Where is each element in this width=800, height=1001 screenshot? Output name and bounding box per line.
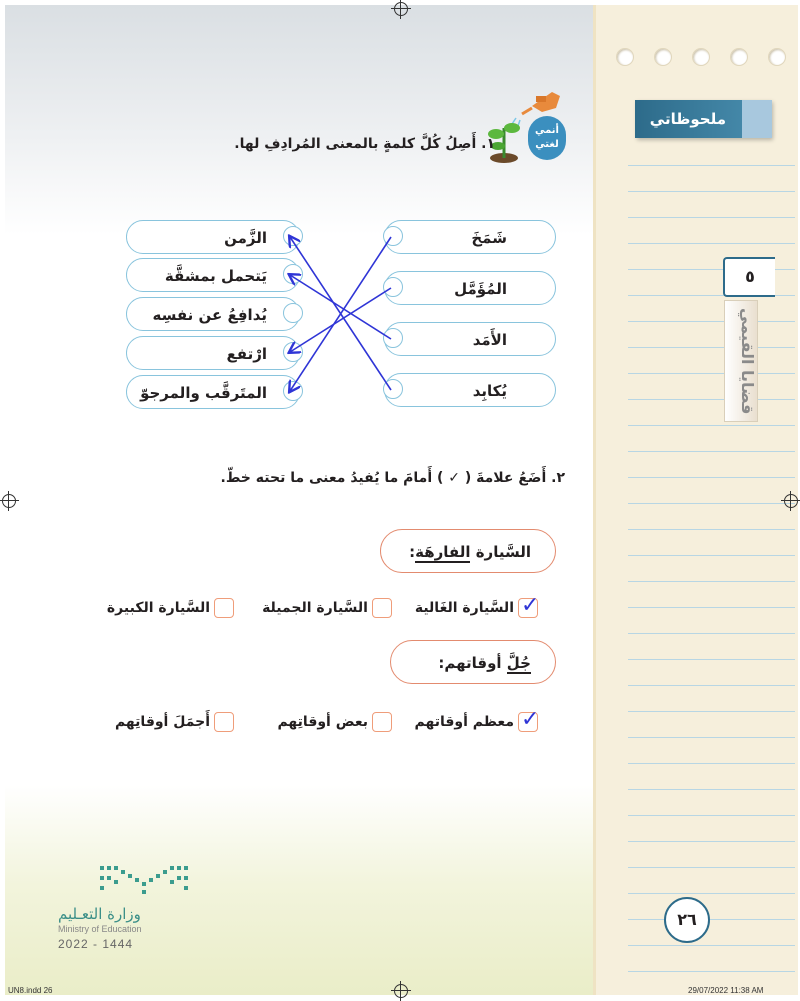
option-label: معظم أوقاتهم (414, 714, 514, 730)
checkbox[interactable] (214, 598, 234, 618)
match-line (290, 275, 391, 339)
check-mark-icon: ✓ (521, 707, 540, 732)
unit-title: قضايا القيمي (724, 300, 758, 422)
phrase-text: السَّيارة (470, 543, 531, 561)
ministry-name-ar: وزارة التعـليم (58, 905, 141, 923)
option-item[interactable] (414, 707, 540, 732)
underlined-word: جُلَّ (506, 654, 531, 672)
option-label: السَّيارة الجميلة (262, 600, 368, 616)
unit-number: ٥ (723, 257, 775, 297)
checkbox[interactable] (214, 712, 234, 732)
meaning-label: يَتحمل بمشقَّة (164, 267, 267, 285)
phrase-box (390, 640, 556, 684)
underlined-word: الفارِهَة (415, 543, 471, 561)
ministry-logo-icon (98, 862, 192, 896)
word-label: شَمَخَ (471, 229, 507, 247)
notes-label: ملحوظاتي (635, 100, 771, 138)
match-line (290, 288, 391, 352)
check-mark-icon: ✓ (521, 593, 540, 618)
ministry-year: 2022 - 1444 (58, 937, 134, 951)
option-label: السَّيارة الغَالية (414, 600, 514, 616)
q2-title: ٢. أَضَعُ علامةَ ( ✓ ) أَمامَ ما يُفيدُ معنى ما تحته خطّ. (220, 470, 565, 486)
ministry-name-en: Ministry of Education (58, 924, 142, 934)
meaning-label: المتَرقَّب والمرجوّ (140, 384, 267, 402)
print-date-label: 29/07/2022 11:38 AM (688, 986, 764, 995)
word-label: الأَمَد (472, 331, 507, 349)
word-label: يُكابِد (472, 382, 507, 400)
option-item[interactable] (107, 598, 234, 618)
option-item[interactable] (262, 598, 392, 618)
checkbox[interactable] (372, 712, 392, 732)
page-number: ٢٦ (664, 897, 710, 943)
checkbox[interactable] (518, 593, 540, 618)
meaning-label: ارْتفع (226, 345, 267, 363)
option-item[interactable] (115, 712, 234, 732)
option-label: أَجمَلَ أوقاتِهم (114, 714, 210, 730)
badge-anmi-lughati: أنمي لغتي (528, 116, 566, 160)
meaning-label: يُدافِعُ عن نفسِه (152, 306, 267, 324)
print-file-label: UN8.indd 26 (8, 986, 53, 995)
phrase-box (380, 529, 556, 573)
meaning-label: الزَّمن (224, 229, 267, 247)
option-label: بعض أوقاتِهم (277, 714, 368, 730)
word-label: المُؤَمَّل (454, 280, 507, 298)
option-item[interactable] (414, 593, 540, 618)
phrase-text: : (409, 543, 416, 561)
phrase-text: أوقاتهم: (438, 654, 507, 672)
checkbox[interactable] (372, 598, 392, 618)
option-item[interactable] (277, 712, 392, 732)
checkbox[interactable] (518, 707, 540, 732)
q1-title: ١. أَصِلُ كُلَّ كلمةٍ بالمعنى المُرادِفِ لها. (234, 136, 495, 152)
option-label: السَّيارة الكبيرة (106, 600, 210, 616)
